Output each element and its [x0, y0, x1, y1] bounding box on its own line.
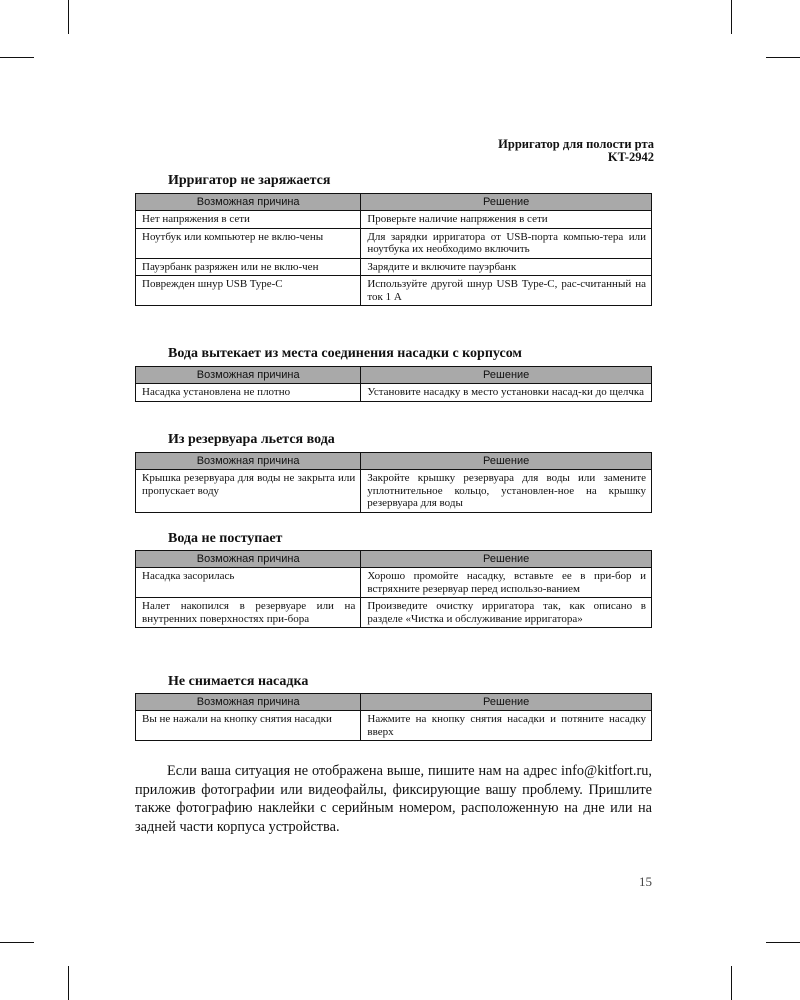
table-row — [136, 211, 652, 229]
solution-cell: Установите насадку в место установки насад-ки до щелчка — [361, 384, 652, 402]
troubleshooting-table — [135, 550, 652, 628]
table-header-row — [136, 194, 652, 211]
table-row — [136, 711, 652, 741]
crop-mark — [0, 942, 34, 943]
crop-mark — [68, 966, 69, 1000]
cause-cell: Ноутбук или компьютер не вклю-чены — [136, 228, 361, 258]
contact-text: Если ваша ситуация не отображена выше, пишите нам на адрес info@kitfort.ru, приложив фотографии или видеофайлы, фиксирующие вашу проблему. Пришлите также фотографию наклейки с серийным номером, расположенную на дне или на задней части корпуса устройства. — [135, 763, 652, 835]
page-header — [498, 138, 654, 164]
section-title: Из резервуара льется вода — [168, 432, 335, 447]
table-row — [136, 276, 652, 306]
column-header-cause: Возможная причина — [136, 453, 361, 470]
solution-cell: Используйте другой шнур USB Type-C, рас-считанный на ток 1 А — [361, 276, 652, 306]
solution-cell: Для зарядки ирригатора от USB-порта компью-тера или ноутбука их необходимо включить — [361, 228, 652, 258]
section-title: Вода вытекает из места соединения насадки с корпусом — [168, 346, 522, 361]
crop-mark — [68, 0, 69, 34]
header-model: KT-2942 — [607, 150, 654, 164]
cause-cell: Пауэрбанк разряжен или не вклю-чен — [136, 258, 361, 276]
troubleshooting-table — [135, 193, 652, 306]
page-number: 15 — [639, 874, 652, 889]
troubleshooting-table — [135, 693, 652, 741]
solution-cell: Зарядите и включите пауэрбанк — [361, 258, 652, 276]
column-header-cause: Возможная причина — [136, 694, 361, 711]
table-row — [136, 470, 652, 513]
crop-mark — [731, 966, 732, 1000]
crop-mark — [731, 0, 732, 34]
solution-cell: Нажмите на кнопку снятия насадки и потяните насадку вверх — [361, 711, 652, 741]
cause-cell: Крышка резервуара для воды не закрыта или пропускает воду — [136, 470, 361, 513]
table-row — [136, 568, 652, 598]
column-header-solution: Решение — [361, 453, 652, 470]
column-header-cause: Возможная причина — [136, 194, 361, 211]
table-header-row — [136, 551, 652, 568]
table-row — [136, 228, 652, 258]
table-header-row — [136, 694, 652, 711]
crop-mark — [766, 57, 800, 58]
column-header-solution: Решение — [361, 694, 652, 711]
crop-mark — [0, 57, 34, 58]
cause-cell: Поврежден шнур USB Type-C — [136, 276, 361, 306]
column-header-solution: Решение — [361, 367, 652, 384]
cause-cell: Налет накопился в резервуаре или на внутренних поверхностях при-бора — [136, 598, 361, 628]
header-title: Ирригатор для полости рта — [498, 137, 654, 151]
section-title: Не снимается насадка — [168, 674, 309, 689]
contact-paragraph — [135, 762, 652, 836]
cause-cell: Насадка засорилась — [136, 568, 361, 598]
column-header-cause: Возможная причина — [136, 551, 361, 568]
crop-mark — [766, 942, 800, 943]
column-header-cause: Возможная причина — [136, 367, 361, 384]
section-title: Вода не поступает — [168, 531, 283, 546]
solution-cell: Закройте крышку резервуара для воды или замените уплотнительное кольцо, установлен-ное на крышку резервуара для воды — [361, 470, 652, 513]
section-title: Ирригатор не заряжается — [168, 173, 331, 188]
solution-cell: Проверьте наличие напряжения в сети — [361, 211, 652, 229]
cause-cell: Вы не нажали на кнопку снятия насадки — [136, 711, 361, 741]
troubleshooting-table — [135, 452, 652, 513]
table-row — [136, 258, 652, 276]
table-header-row — [136, 367, 652, 384]
column-header-solution: Решение — [361, 194, 652, 211]
cause-cell: Насадка установлена не плотно — [136, 384, 361, 402]
solution-cell: Хорошо промойте насадку, вставьте ее в при-бор и встряхните резервуар перед использо-ванием — [361, 568, 652, 598]
troubleshooting-table — [135, 366, 652, 402]
table-row — [136, 598, 652, 628]
table-row — [136, 384, 652, 402]
cause-cell: Нет напряжения в сети — [136, 211, 361, 229]
table-header-row — [136, 453, 652, 470]
solution-cell: Произведите очистку ирригатора так, как описано в разделе «Чистка и обслуживание ирригатора» — [361, 598, 652, 628]
column-header-solution: Решение — [361, 551, 652, 568]
